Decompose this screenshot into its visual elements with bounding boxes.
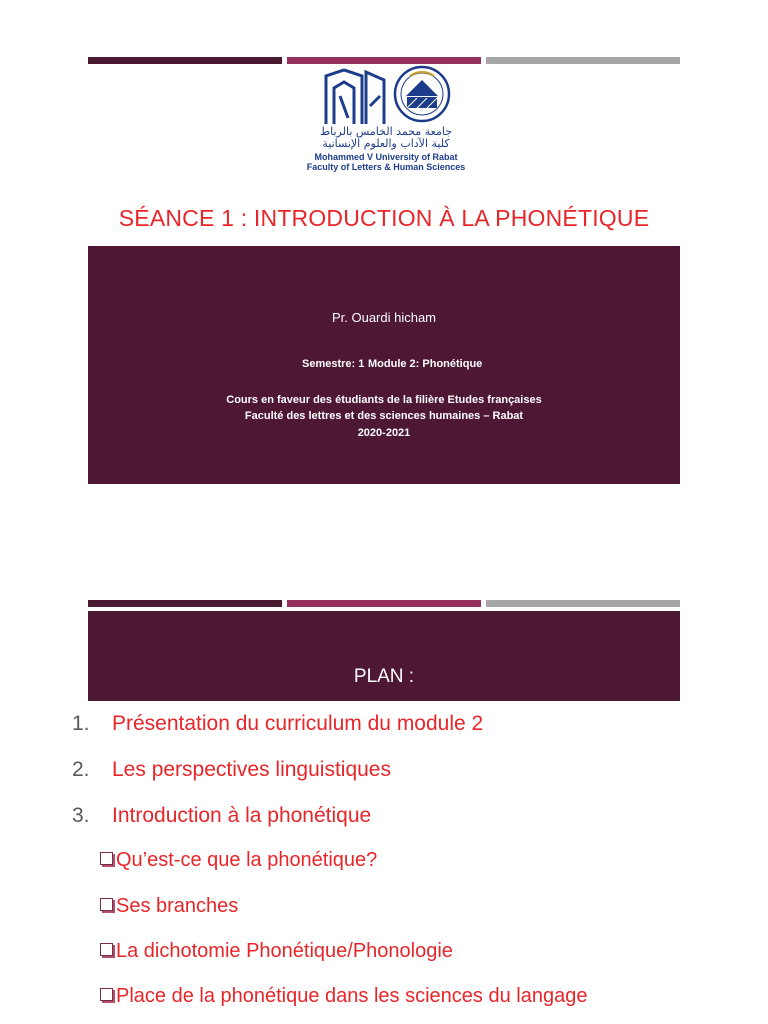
semester-label: Semestre: 1 bbox=[302, 358, 365, 370]
plan-item bbox=[72, 712, 483, 736]
plan-subitem bbox=[100, 985, 587, 1008]
plan-item-text: Introduction à la phonétique bbox=[112, 804, 372, 827]
course-line-2: Faculté des lettres et des sciences humaines – Rabat bbox=[244, 410, 524, 422]
plan-subitem bbox=[100, 940, 453, 963]
plan-item-number: 2. bbox=[72, 758, 90, 781]
plan-subitem bbox=[100, 895, 238, 918]
top-bar-grey bbox=[486, 57, 680, 64]
checkbox-bullet-icon bbox=[100, 852, 113, 865]
plan-item-text: Présentation du curriculum du module 2 bbox=[112, 712, 484, 735]
plan-heading: PLAN : bbox=[353, 666, 415, 687]
professor-name: Pr. Ouardi hicham bbox=[331, 310, 437, 325]
slide2-bar-grey bbox=[486, 600, 680, 607]
slide2-bar-dark bbox=[88, 600, 282, 607]
top-bar-dark bbox=[88, 57, 282, 64]
plan-item-number: 3. bbox=[72, 804, 90, 827]
university-logo bbox=[300, 0, 470, 180]
logo-arabic-line1: جامعة محمد الخامس بالرباط bbox=[319, 125, 453, 138]
checkbox-bullet-icon bbox=[100, 943, 113, 956]
logo-english-line2: Faculty of Letters & Human Sciences bbox=[306, 162, 466, 172]
university-emblem-icon bbox=[300, 0, 470, 126]
plan-heading-box bbox=[88, 611, 680, 701]
checkbox-bullet-icon bbox=[100, 988, 113, 1001]
plan-subitem-text: La dichotomie Phonétique/Phonologie bbox=[116, 940, 453, 962]
module-label: Module 2: Phonétique bbox=[368, 358, 483, 370]
slide-title: SÉANCE 1 : INTRODUCTION À LA PHONÉTIQUE bbox=[118, 205, 650, 231]
plan-subitem-text: Place de la phonétique dans les sciences du langage bbox=[116, 985, 588, 1007]
plan-item bbox=[72, 758, 391, 782]
logo-english-line1: Mohammed V University of Rabat bbox=[314, 152, 458, 162]
course-line-1: Cours en faveur des étudiants de la filière Etudes françaises bbox=[226, 394, 542, 406]
plan-item bbox=[72, 804, 371, 828]
plan-item-text: Les perspectives linguistiques bbox=[112, 758, 391, 781]
plan-subitem-text: Qu’est-ce que la phonétique? bbox=[116, 849, 378, 871]
course-info-box bbox=[88, 246, 680, 484]
academic-year: 2020-2021 bbox=[357, 427, 411, 439]
plan-subitem-text: Ses branches bbox=[116, 895, 239, 917]
plan-item-number: 1. bbox=[72, 712, 90, 735]
slide2-bar-mid bbox=[287, 600, 481, 607]
plan-subitem bbox=[100, 849, 377, 872]
logo-arabic-line2: كلية الآداب والعلوم الإنسانية bbox=[322, 137, 450, 150]
checkbox-bullet-icon bbox=[100, 898, 113, 911]
